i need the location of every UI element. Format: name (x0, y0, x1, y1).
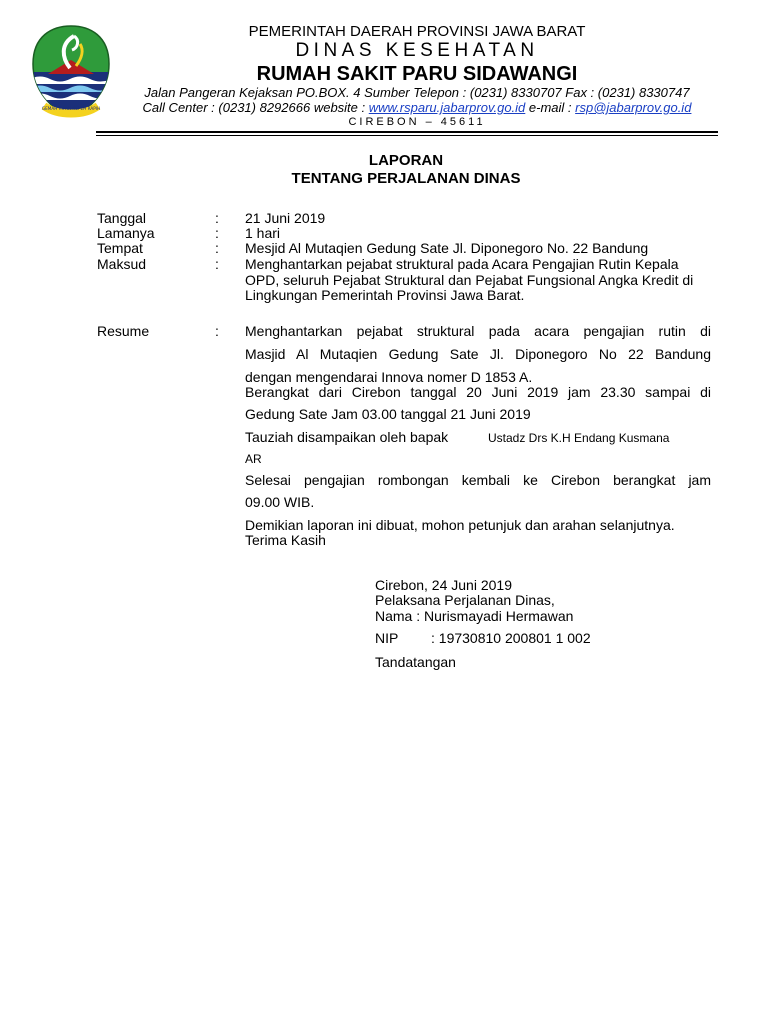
tanggal-value: 21 Juni 2019 (245, 210, 326, 226)
city-postal-code: CIREBON – 45611 (348, 116, 486, 128)
letterhead-divider-thick (96, 131, 718, 133)
lamanya-value: 1 hari (245, 225, 281, 241)
contact-prefix: Call Center : (0231) 8292666 website : (142, 100, 369, 115)
maksud-value: Menghantarkan pejabat struktural pada Acara Pengajian Rutin Kepala OPD, seluruh Pejabat Struktural dan Pejabat Fungsional Angka Kredit di Lingkungan Pemerintah Provinsi Jawa Barat. (245, 256, 694, 303)
signature-role: Pelaksana Perjalanan Dinas, (375, 592, 555, 608)
resume-line-6 (245, 430, 711, 446)
website-link[interactable]: www.rsparu.jabarprov.go.id (368, 100, 526, 115)
maksud-colon: : (215, 256, 219, 272)
hospital-name: RUMAH SAKIT PARU SIDAWANGI (256, 63, 578, 85)
report-subtitle: TENTANG PERJALANAN DINAS (291, 170, 521, 187)
resume-line-7: AR (245, 452, 262, 466)
west-java-emblem-logo (30, 24, 112, 118)
resume-label: Resume (97, 323, 150, 339)
resume-tauziah-text: Tauziah disampaikan oleh bapak (245, 429, 449, 445)
tempat-value: Mesjid Al Mutaqien Gedung Sate Jl. Diponegoro No. 22 Bandung (245, 240, 649, 256)
signature-nip-label: NIP (375, 630, 399, 646)
resume-line-9: 09.00 WIB. (245, 494, 315, 510)
resume-line-4: Berangkat dari Cirebon tanggal 20 Juni 2019 jam 23.30 sampai di (245, 384, 711, 400)
contact-line (112, 100, 722, 115)
report-title: LAPORAN (368, 152, 444, 169)
letterhead-divider-thin (96, 135, 718, 136)
resume-colon: : (215, 323, 219, 339)
government-heading: PEMERINTAH DAERAH PROVINSI JAWA BARAT (248, 23, 586, 40)
logo-motto: GEMAH RIPAH REPEH RAPIH (41, 106, 101, 111)
tanggal-label: Tanggal (97, 210, 147, 226)
resume-speaker-name: Ustadz Drs K.H Endang Kusmana (488, 431, 670, 445)
signature-nip-value: : 19730810 200801 1 002 (431, 630, 591, 646)
tempat-label: Tempat (97, 240, 143, 256)
tanggal-colon: : (215, 210, 219, 226)
signature-place-date: Cirebon, 24 Juni 2019 (375, 577, 512, 593)
email-link[interactable]: rsp@jabarprov.go.id (575, 100, 692, 115)
resume-line-8: Selesai pengajian rombongan kembali ke Cirebon berangkat jam (245, 472, 711, 488)
resume-line-1: Menghantarkan pejabat struktural pada acara pengajian rutin di (245, 323, 711, 339)
tempat-colon: : (215, 240, 219, 256)
resume-line-10: Demikian laporan ini dibuat, mohon petunjuk dan arahan selanjutnya. (245, 517, 675, 533)
resume-line-3: dengan mengendarai Innova nomer D 1853 A. (245, 369, 533, 385)
resume-line-2: Masjid Al Mutaqien Gedung Sate Jl. Diponegoro No 22 Bandung (245, 346, 711, 362)
maksud-label: Maksud (97, 256, 147, 272)
email-prefix: e-mail : (525, 100, 576, 115)
department-heading: DINAS KESEHATAN (295, 40, 539, 61)
resume-line-5: Gedung Sate Jam 03.00 tanggal 21 Juni 2019 (245, 406, 531, 422)
signature-name: Nama : Nurismayadi Hermawan (375, 608, 574, 624)
signature-line: Tandatangan (375, 654, 456, 670)
lamanya-colon: : (215, 225, 219, 241)
address-line: Jalan Pangeran Kejaksan PO.BOX. 4 Sumber Telepon : (0231) 8330707 Fax : (0231) 8330747 (144, 85, 690, 100)
resume-line-11: Terima Kasih (245, 532, 326, 548)
lamanya-label: Lamanya (97, 225, 155, 241)
